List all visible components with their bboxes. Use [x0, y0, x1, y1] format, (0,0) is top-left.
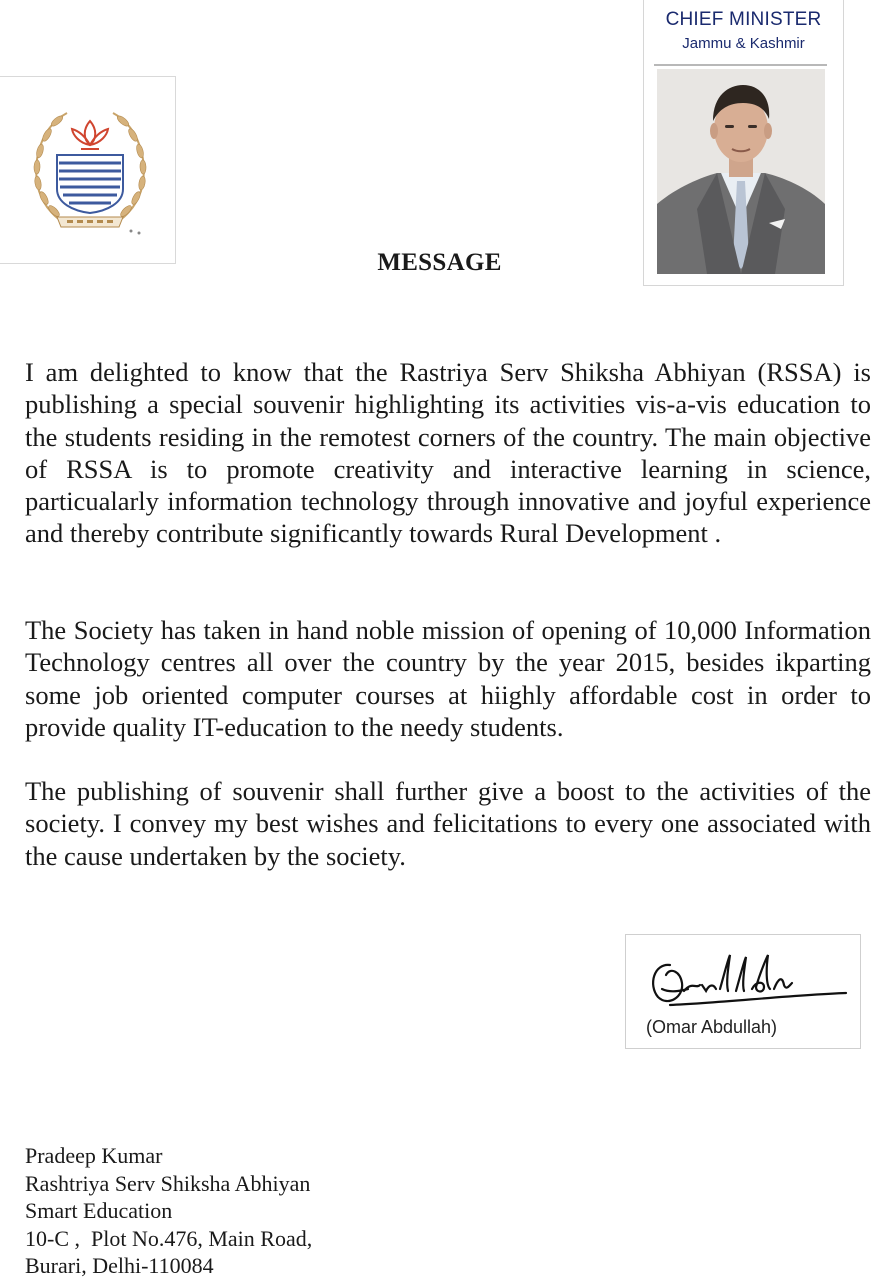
handwritten-signature-icon — [640, 945, 850, 1015]
panel-divider — [654, 64, 827, 66]
office-subtitle: Jammu & Kashmir — [682, 35, 805, 52]
message-heading: MESSAGE — [377, 249, 502, 276]
address-line: Burari, Delhi-110084 — [25, 1253, 214, 1279]
address-line: Pradeep Kumar — [25, 1143, 163, 1168]
state-emblem-frame — [0, 76, 176, 264]
message-paragraph-3: The publishing of souvenir shall further give a boost to the activities of the society. I convey my best wishes and felicitations to every one associated with the cause undertaken by the society. — [25, 776, 871, 871]
message-paragraph-2: The Society has taken in hand noble mission of opening of 10,000 Information Technology centres all over the country by the year 2015, besides ikparting some job oriented computer courses at hiighly affordable cost in order to provide quality IT-education to the needy students. — [25, 615, 871, 742]
portrait-photo — [657, 69, 825, 274]
address-line: 10-C , Plot No.476, Main Road, — [25, 1225, 313, 1251]
address-line: Rashtriya Serv Shiksha Abhiyan — [25, 1170, 311, 1196]
office-title: CHIEF MINISTER — [665, 9, 822, 30]
address-line: Smart Education — [25, 1198, 173, 1224]
signature-block — [625, 934, 861, 1049]
chief-minister-panel — [643, 0, 844, 286]
message-paragraph-1: I am delighted to know that the Rastriya Serv Shiksha Abhiyan (RSSA) is publishing a special souvenir highlighting its activities vis-a-vis education to the students residing in the remotest corners of the country. The main objective of RSSA is to promote creativity and interactive learning in science, particualarly information technology through innovative and joyful experience and thereby contribute significantly towards Rural Development . — [25, 357, 871, 549]
signatory-name: (Omar Abdullah) — [646, 1017, 778, 1037]
sender-address — [25, 1142, 312, 1280]
chief-minister-portrait-photo — [657, 69, 825, 274]
state-emblem-icon — [27, 91, 153, 241]
